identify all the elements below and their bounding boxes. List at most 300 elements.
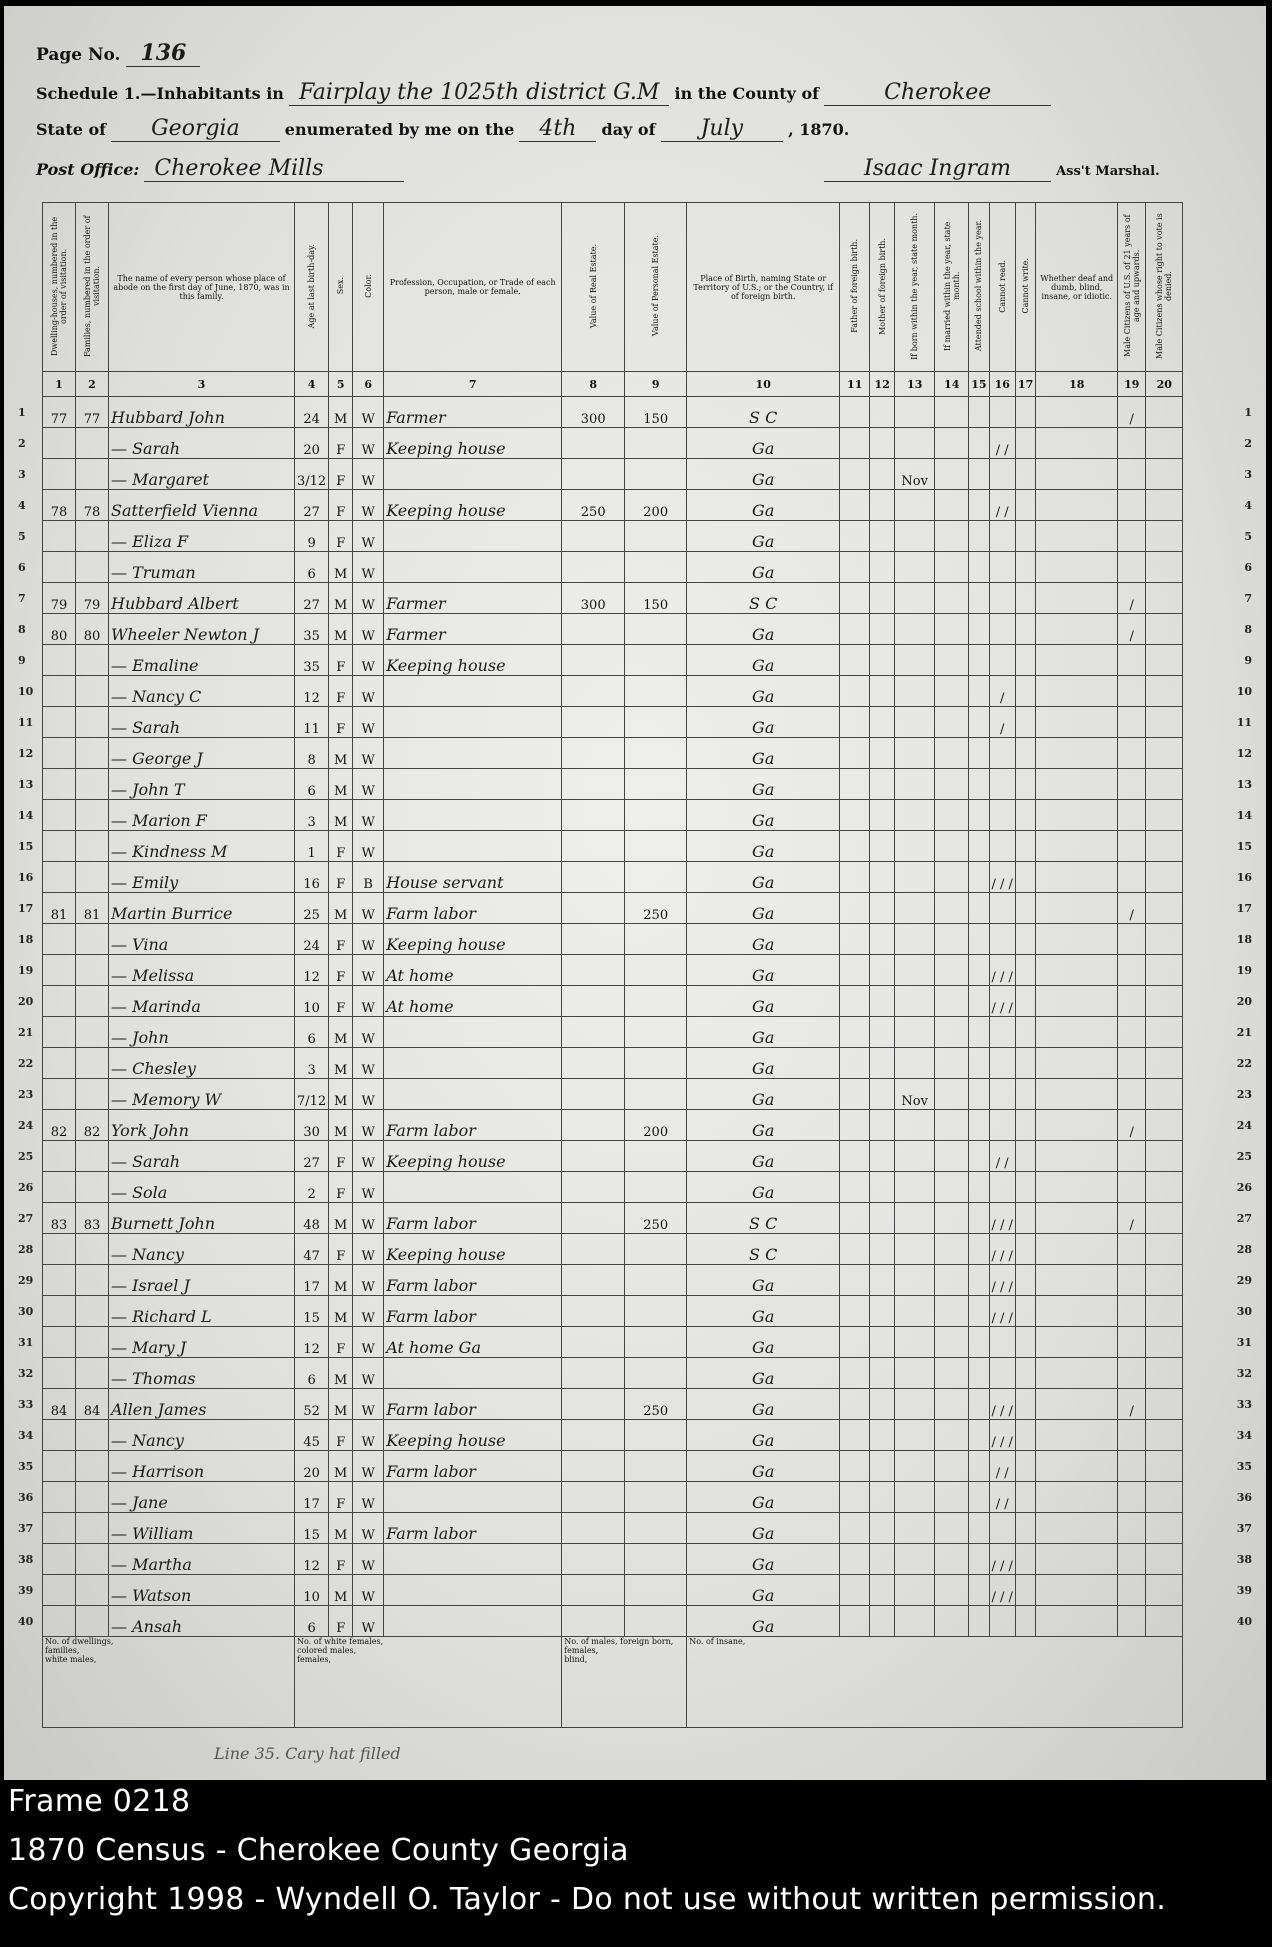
person-name: — Richard L <box>109 1296 295 1327</box>
vote-denied <box>1146 583 1183 614</box>
personal-estate-value <box>625 521 687 552</box>
married-within-year <box>935 552 969 583</box>
occupation: At home Ga <box>384 1327 562 1358</box>
vote-denied <box>1146 769 1183 800</box>
male-citizen: / <box>1118 397 1146 428</box>
personal-estate-value <box>625 1141 687 1172</box>
born-within-year <box>895 1110 935 1141</box>
father-foreign <box>840 397 870 428</box>
attended-school <box>969 645 989 676</box>
color: W <box>353 955 384 986</box>
line-number: 14 <box>18 809 34 822</box>
personal-estate-value <box>625 769 687 800</box>
enumeration-month: July <box>661 116 783 142</box>
line-number: 37 <box>1236 1522 1252 1535</box>
attended-school <box>969 459 989 490</box>
vote-denied <box>1146 1265 1183 1296</box>
color: W <box>353 1513 384 1544</box>
personal-estate-value <box>625 862 687 893</box>
married-within-year <box>935 1420 969 1451</box>
table-row <box>43 986 1183 1017</box>
table-row <box>43 1544 1183 1575</box>
line-number: 21 <box>18 1026 34 1039</box>
mother-foreign <box>870 1451 895 1482</box>
married-within-year <box>935 1389 969 1420</box>
vote-denied <box>1146 862 1183 893</box>
occupation: Keeping house <box>384 1234 562 1265</box>
married-within-year <box>935 1575 969 1606</box>
table-row <box>43 955 1183 986</box>
cannot-read-write: / / / <box>989 1296 1015 1327</box>
real-estate-value <box>562 800 625 831</box>
table-row <box>43 924 1183 955</box>
real-estate-value <box>562 1544 625 1575</box>
deaf-blind-insane <box>1036 1296 1118 1327</box>
family-number <box>76 1420 109 1451</box>
birthplace: Ga <box>687 1451 840 1482</box>
real-estate-value <box>562 1358 625 1389</box>
attended-school <box>969 707 989 738</box>
person-name: — John <box>109 1017 295 1048</box>
table-row <box>43 1017 1183 1048</box>
occupation: Farmer <box>384 583 562 614</box>
occupation: At home <box>384 955 562 986</box>
family-number: 82 <box>76 1110 109 1141</box>
attended-school <box>969 800 989 831</box>
male-citizen <box>1118 1358 1146 1389</box>
deaf-blind-insane <box>1036 955 1118 986</box>
dwelling-number <box>43 1141 76 1172</box>
occupation: Farmer <box>384 614 562 645</box>
birthplace: Ga <box>687 1606 840 1637</box>
father-foreign <box>840 614 870 645</box>
attended-school <box>969 1482 989 1513</box>
cannot-read-write <box>989 459 1015 490</box>
cannot-write <box>1015 1420 1035 1451</box>
family-number <box>76 1358 109 1389</box>
dwelling-number <box>43 738 76 769</box>
father-foreign <box>840 490 870 521</box>
vote-denied <box>1146 707 1183 738</box>
occupation <box>384 831 562 862</box>
family-number <box>76 1141 109 1172</box>
cannot-read-write: / / / <box>989 955 1015 986</box>
line-number: 10 <box>1236 685 1252 698</box>
real-estate-value <box>562 1296 625 1327</box>
family-number <box>76 1079 109 1110</box>
line-number: 12 <box>1236 747 1252 760</box>
color: W <box>353 1606 384 1637</box>
male-citizen: / <box>1118 1110 1146 1141</box>
attended-school <box>969 1017 989 1048</box>
father-foreign <box>840 862 870 893</box>
father-foreign <box>840 1172 870 1203</box>
dwelling-number <box>43 1575 76 1606</box>
line-number: 9 <box>18 654 26 667</box>
cannot-write <box>1015 397 1035 428</box>
cannot-write <box>1015 1358 1035 1389</box>
line-number: 14 <box>1236 809 1252 822</box>
person-name: — William <box>109 1513 295 1544</box>
age: 1 <box>295 831 329 862</box>
deaf-blind-insane <box>1036 1172 1118 1203</box>
family-number <box>76 1172 109 1203</box>
color: W <box>353 1482 384 1513</box>
dwelling-number <box>43 862 76 893</box>
real-estate-value <box>562 1513 625 1544</box>
vote-denied <box>1146 986 1183 1017</box>
cannot-read-write <box>989 614 1015 645</box>
vote-denied <box>1146 1110 1183 1141</box>
cannot-read-write <box>989 1358 1015 1389</box>
mother-foreign <box>870 552 895 583</box>
birthplace: Ga <box>687 1079 840 1110</box>
table-row <box>43 1048 1183 1079</box>
table-row <box>43 583 1183 614</box>
person-name: Allen James <box>109 1389 295 1420</box>
birthplace: Ga <box>687 893 840 924</box>
born-within-year <box>895 1296 935 1327</box>
real-estate-value: 300 <box>562 583 625 614</box>
sex: M <box>329 1451 353 1482</box>
occupation <box>384 769 562 800</box>
line-number: 30 <box>1236 1305 1252 1318</box>
cannot-read-write <box>989 893 1015 924</box>
real-estate-value <box>562 1141 625 1172</box>
cannot-write <box>1015 1296 1035 1327</box>
mother-foreign <box>870 986 895 1017</box>
family-number <box>76 645 109 676</box>
deaf-blind-insane <box>1036 986 1118 1017</box>
age: 16 <box>295 862 329 893</box>
married-within-year <box>935 893 969 924</box>
cannot-read-write <box>989 583 1015 614</box>
born-within-year <box>895 1389 935 1420</box>
family-number <box>76 769 109 800</box>
born-within-year <box>895 1606 935 1637</box>
occupation: Farm labor <box>384 1203 562 1234</box>
deaf-blind-insane <box>1036 1234 1118 1265</box>
real-estate-value <box>562 676 625 707</box>
male-citizen <box>1118 521 1146 552</box>
line-number: 18 <box>1236 933 1252 946</box>
attended-school <box>969 1451 989 1482</box>
age: 20 <box>295 1451 329 1482</box>
vote-denied <box>1146 1575 1183 1606</box>
personal-estate-value <box>625 645 687 676</box>
cannot-write <box>1015 1265 1035 1296</box>
cannot-write <box>1015 1110 1035 1141</box>
dwelling-number <box>43 1017 76 1048</box>
color: W <box>353 521 384 552</box>
cannot-read-write: / / / <box>989 1265 1015 1296</box>
occupation: Farm labor <box>384 1265 562 1296</box>
birthplace: Ga <box>687 1358 840 1389</box>
line-number: 19 <box>18 964 34 977</box>
color: W <box>353 490 384 521</box>
color: W <box>353 1048 384 1079</box>
father-foreign <box>840 1234 870 1265</box>
born-within-year <box>895 428 935 459</box>
born-within-year <box>895 707 935 738</box>
born-within-year <box>895 397 935 428</box>
vote-denied <box>1146 521 1183 552</box>
deaf-blind-insane <box>1036 645 1118 676</box>
vote-denied <box>1146 1017 1183 1048</box>
attended-school <box>969 955 989 986</box>
vote-denied <box>1146 428 1183 459</box>
family-number: 80 <box>76 614 109 645</box>
family-number <box>76 552 109 583</box>
line-number: 12 <box>18 747 34 760</box>
occupation: Farm labor <box>384 893 562 924</box>
color: W <box>353 1141 384 1172</box>
table-row <box>43 707 1183 738</box>
vote-denied <box>1146 1389 1183 1420</box>
sex: M <box>329 583 353 614</box>
family-number <box>76 1017 109 1048</box>
deaf-blind-insane <box>1036 1141 1118 1172</box>
real-estate-value <box>562 1234 625 1265</box>
personal-estate-value <box>625 1420 687 1451</box>
family-number <box>76 1606 109 1637</box>
personal-estate-value: 150 <box>625 397 687 428</box>
line-number: 6 <box>18 561 26 574</box>
vote-denied <box>1146 1141 1183 1172</box>
dwelling-number <box>43 1358 76 1389</box>
birthplace: Ga <box>687 924 840 955</box>
family-number <box>76 1048 109 1079</box>
line-number: 25 <box>18 1150 34 1163</box>
cannot-read-write <box>989 831 1015 862</box>
vote-denied <box>1146 490 1183 521</box>
person-name: — Truman <box>109 552 295 583</box>
age: 17 <box>295 1482 329 1513</box>
deaf-blind-insane <box>1036 1048 1118 1079</box>
father-foreign <box>840 521 870 552</box>
deaf-blind-insane <box>1036 583 1118 614</box>
male-citizen <box>1118 1327 1146 1358</box>
personal-estate-value <box>625 1234 687 1265</box>
vote-denied <box>1146 738 1183 769</box>
dwelling-number <box>43 645 76 676</box>
attended-school <box>969 831 989 862</box>
real-estate-value <box>562 1203 625 1234</box>
line-number: 8 <box>18 623 26 636</box>
enumeration-day: 4th <box>519 116 596 142</box>
sex: M <box>329 738 353 769</box>
line-number: 32 <box>18 1367 34 1380</box>
color: W <box>353 1017 384 1048</box>
mother-foreign <box>870 1544 895 1575</box>
page-number: 136 <box>126 40 200 67</box>
table-row <box>43 459 1183 490</box>
occupation <box>384 1048 562 1079</box>
father-foreign <box>840 1420 870 1451</box>
personal-estate-value <box>625 1017 687 1048</box>
personal-estate-value <box>625 1606 687 1637</box>
line-number: 22 <box>18 1057 34 1070</box>
color: W <box>353 924 384 955</box>
table-row <box>43 1575 1183 1606</box>
color: W <box>353 583 384 614</box>
married-within-year <box>935 490 969 521</box>
dwelling-number <box>43 1327 76 1358</box>
person-name: — Emaline <box>109 645 295 676</box>
dwelling-number <box>43 1606 76 1637</box>
family-number <box>76 428 109 459</box>
vote-denied <box>1146 1172 1183 1203</box>
father-foreign <box>840 893 870 924</box>
vote-denied <box>1146 645 1183 676</box>
age: 35 <box>295 614 329 645</box>
column-headers: Dwelling-houses, numbered in the order of visitation. Families, numbered in the order of visitation. The name of every person whose place of abode on the first day of June, 1870, was in this family. Age at last birth-day. Sex. Color. Profession, Occupation, or Trade of each person, male or female. Value of Real Estate. Value of Personal Estate. Place of Birth, naming State or Territory of U.S.; or the Country, if of foreign birth. Father of foreign birth. Mother of foreign birth. If born within the year, state month. If married within the year, state month. Attended school within the year. Cannot read. Cannot write. Whether deaf and dumb, blind, insane, or idiotic. Male Citizens of U.S. of 21 years of age and upwards. Male Citizens whose right to vote is denied. <box>43 203 1183 372</box>
cannot-write <box>1015 1048 1035 1079</box>
person-name: — John T <box>109 769 295 800</box>
cannot-write <box>1015 552 1035 583</box>
person-name: — Kindness M <box>109 831 295 862</box>
color: W <box>353 1575 384 1606</box>
real-estate-value <box>562 614 625 645</box>
male-citizen <box>1118 862 1146 893</box>
personal-estate-value <box>625 428 687 459</box>
cannot-write <box>1015 893 1035 924</box>
father-foreign <box>840 1048 870 1079</box>
line-number: 29 <box>1236 1274 1252 1287</box>
attended-school <box>969 428 989 459</box>
table-row <box>43 1110 1183 1141</box>
deaf-blind-insane <box>1036 1420 1118 1451</box>
color: W <box>353 1234 384 1265</box>
line-number: 19 <box>1236 964 1252 977</box>
father-foreign <box>840 1606 870 1637</box>
personal-estate-value <box>625 1482 687 1513</box>
deaf-blind-insane <box>1036 521 1118 552</box>
sex: F <box>329 1420 353 1451</box>
family-number: 79 <box>76 583 109 614</box>
real-estate-value <box>562 924 625 955</box>
table-row <box>43 1451 1183 1482</box>
male-citizen <box>1118 1544 1146 1575</box>
mother-foreign <box>870 1513 895 1544</box>
married-within-year <box>935 1141 969 1172</box>
table-row <box>43 1296 1183 1327</box>
sex: F <box>329 1544 353 1575</box>
line-number: 17 <box>18 902 34 915</box>
male-citizen <box>1118 1575 1146 1606</box>
birthplace: Ga <box>687 552 840 583</box>
cannot-write <box>1015 986 1035 1017</box>
married-within-year <box>935 614 969 645</box>
occupation <box>384 1172 562 1203</box>
mother-foreign <box>870 955 895 986</box>
schedule-line: Schedule 1.—Inhabitants in Fairplay the 1025th district G.M in the County of Cherokee <box>36 80 1051 106</box>
cannot-read-write: / / <box>989 490 1015 521</box>
real-estate-value <box>562 1327 625 1358</box>
age: 15 <box>295 1296 329 1327</box>
mother-foreign <box>870 1389 895 1420</box>
family-number <box>76 1513 109 1544</box>
place-name: Fairplay the 1025th district G.M <box>289 80 669 106</box>
person-name: — Memory W <box>109 1079 295 1110</box>
personal-estate-value: 250 <box>625 893 687 924</box>
father-foreign <box>840 1203 870 1234</box>
cannot-read-write <box>989 769 1015 800</box>
married-within-year <box>935 1327 969 1358</box>
born-within-year: Nov <box>895 1079 935 1110</box>
born-within-year: Nov <box>895 459 935 490</box>
deaf-blind-insane <box>1036 1482 1118 1513</box>
age: 6 <box>295 769 329 800</box>
family-number <box>76 1234 109 1265</box>
birthplace: S C <box>687 583 840 614</box>
cannot-write <box>1015 1017 1035 1048</box>
male-citizen <box>1118 1048 1146 1079</box>
father-foreign <box>840 1513 870 1544</box>
line-number: 11 <box>18 716 34 729</box>
male-citizen: / <box>1118 893 1146 924</box>
line-number: 36 <box>18 1491 34 1504</box>
born-within-year <box>895 769 935 800</box>
mother-foreign <box>870 397 895 428</box>
table-row <box>43 1606 1183 1637</box>
person-name: — Marinda <box>109 986 295 1017</box>
family-number <box>76 1482 109 1513</box>
dwelling-number: 79 <box>43 583 76 614</box>
father-foreign <box>840 552 870 583</box>
cannot-read-write: / <box>989 707 1015 738</box>
married-within-year <box>935 1358 969 1389</box>
color: W <box>353 1203 384 1234</box>
vote-denied <box>1146 397 1183 428</box>
caption-frame: Frame 0218 <box>8 1784 191 1819</box>
color: W <box>353 986 384 1017</box>
married-within-year <box>935 1296 969 1327</box>
occupation: Farm labor <box>384 1513 562 1544</box>
table-row <box>43 1141 1183 1172</box>
mother-foreign <box>870 490 895 521</box>
occupation <box>384 707 562 738</box>
line-number: 28 <box>1236 1243 1252 1256</box>
line-number: 32 <box>1236 1367 1252 1380</box>
real-estate-value <box>562 1079 625 1110</box>
marshal-name: Isaac Ingram <box>824 156 1051 182</box>
line-number: 1 <box>1244 406 1252 419</box>
birthplace: Ga <box>687 986 840 1017</box>
cannot-read-write: / / / <box>989 1575 1015 1606</box>
dwelling-number: 81 <box>43 893 76 924</box>
cannot-write <box>1015 1327 1035 1358</box>
attended-school <box>969 614 989 645</box>
mother-foreign <box>870 862 895 893</box>
deaf-blind-insane <box>1036 614 1118 645</box>
father-foreign <box>840 1575 870 1606</box>
color: W <box>353 738 384 769</box>
cannot-read-write <box>989 645 1015 676</box>
sex: F <box>329 986 353 1017</box>
cannot-write <box>1015 1575 1035 1606</box>
sex: M <box>329 1265 353 1296</box>
age: 11 <box>295 707 329 738</box>
sex: F <box>329 1482 353 1513</box>
line-number: 3 <box>18 468 26 481</box>
birthplace: Ga <box>687 1110 840 1141</box>
vote-denied <box>1146 1544 1183 1575</box>
birthplace: S C <box>687 1234 840 1265</box>
occupation: At home <box>384 986 562 1017</box>
line-number: 10 <box>18 685 34 698</box>
cannot-read-write <box>989 1327 1015 1358</box>
